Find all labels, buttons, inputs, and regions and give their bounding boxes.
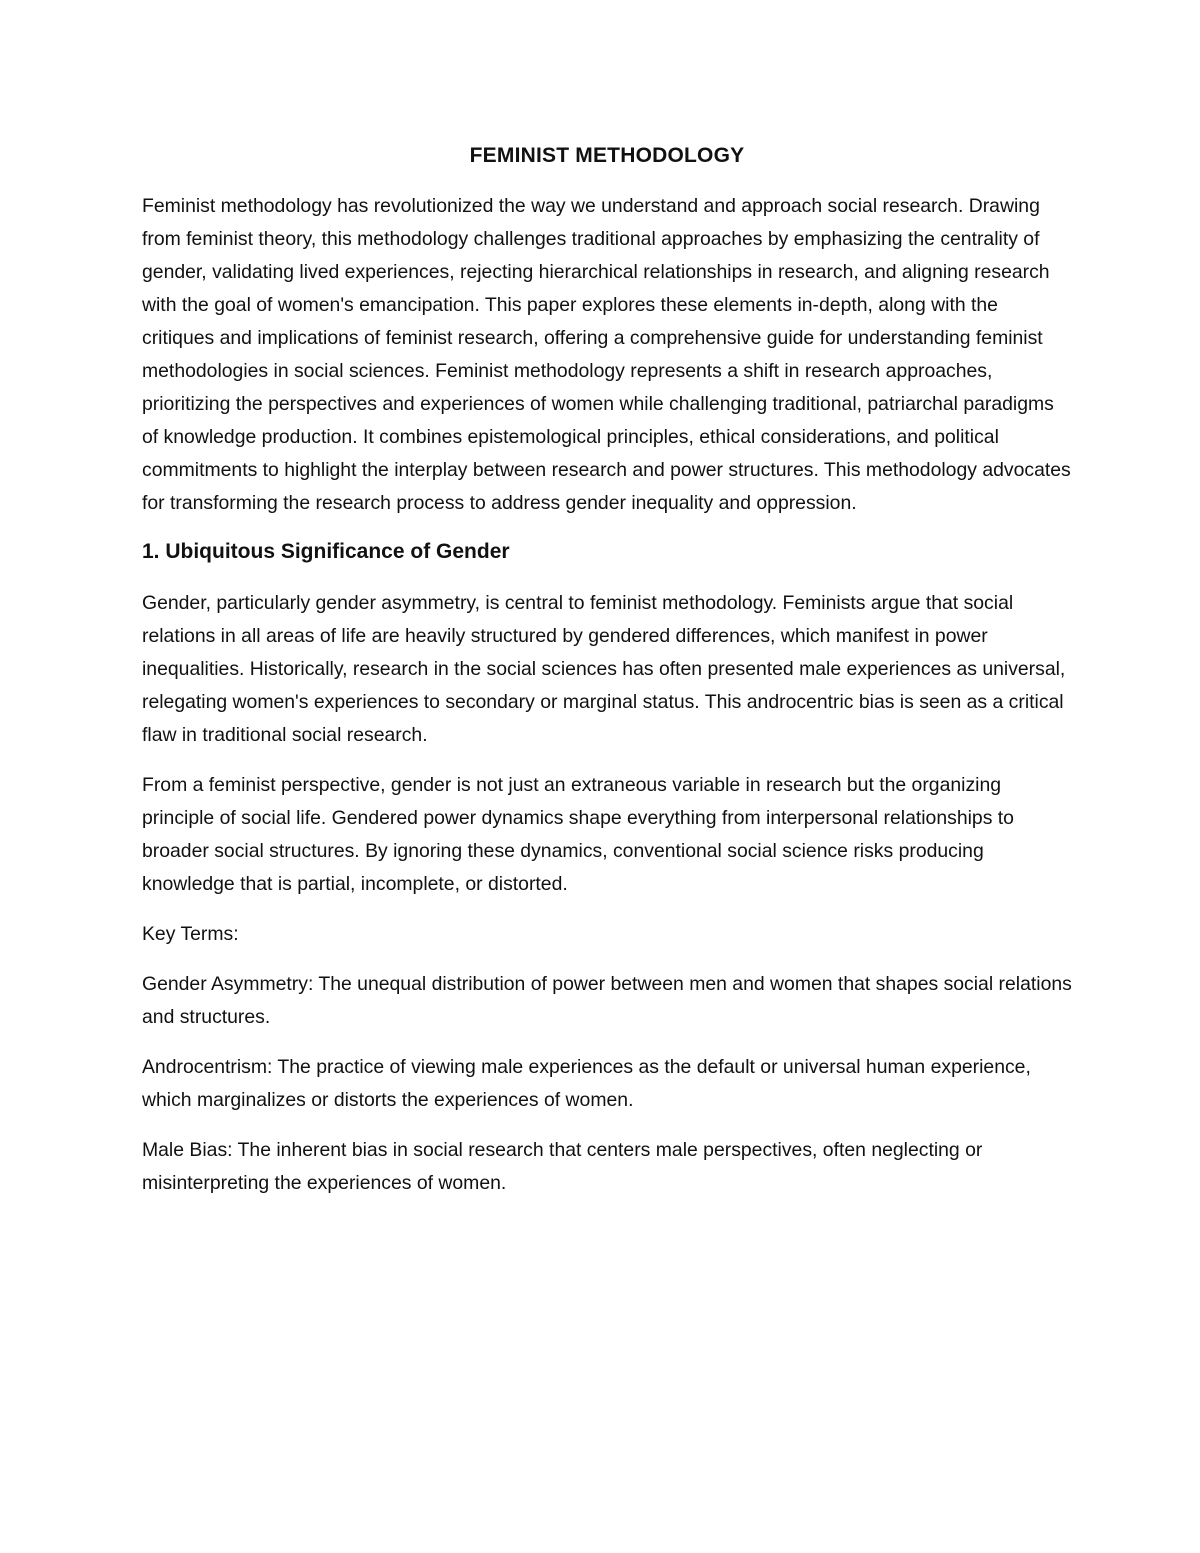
intro-paragraph: Feminist methodology has revolutionized the way we understand and approach social research. Drawing from feminist theory, this methodology challenges traditional approaches by emphasizing the centrality of gender, validating lived experiences, rejecting hierarchical relationships in research, and aligning research with the goal of women's emancipation. This paper explores these elements in-depth, along with the critiques and implications of feminist research, offering a comprehensive guide for understanding feminist methodologies in social sciences. Feminist methodology represents a shift in research approaches, prioritizing the perspectives and experiences of women while challenging traditional, patriarchal paradigms of knowledge production. It combines epistemological principles, ethical considerations, and political commitments to highlight the interplay between research and power structures. This methodology advocates for transforming the research process to address gender inequality and oppression.	[142, 195, 1071, 514]
section-paragraph: Gender, particularly gender asymmetry, is central to feminist methodology. Feminists argue that social relations in all areas of life are heavily structured by gendered differences, which manifest in power inequalities. Historically, research in the social sciences has often presented male experiences as universal, relegating women's experiences to secondary or marginal status. This androcentric bias is seen as a critical flaw in traditional social research.	[142, 592, 1066, 746]
section-heading: 1. Ubiquitous Significance of Gender	[142, 540, 510, 563]
key-term-male-bias: Male Bias: The inherent bias in social research that centers male perspectives, often neglecting or misinterpreting the experiences of women.	[142, 1139, 983, 1194]
key-terms-label: Key Terms:	[142, 923, 239, 945]
section-paragraph: From a feminist perspective, gender is not just an extraneous variable in research but the organizing principle of social life. Gendered power dynamics shape everything from interpersonal relationships to broader social structures. By ignoring these dynamics, conventional social science risks producing knowledge that is partial, incomplete, or distorted.	[142, 774, 1014, 895]
document-page	[142, 144, 1072, 1217]
document-title: FEMINIST METHODOLOGY	[469, 144, 745, 167]
key-term-gender-asymmetry: Gender Asymmetry: The unequal distribution of power between men and women that shapes social relations and structures.	[142, 973, 1072, 1028]
key-term-androcentrism: Androcentrism: The practice of viewing male experiences as the default or universal human experience, which marginalizes or distorts the experiences of women.	[142, 1056, 1031, 1111]
